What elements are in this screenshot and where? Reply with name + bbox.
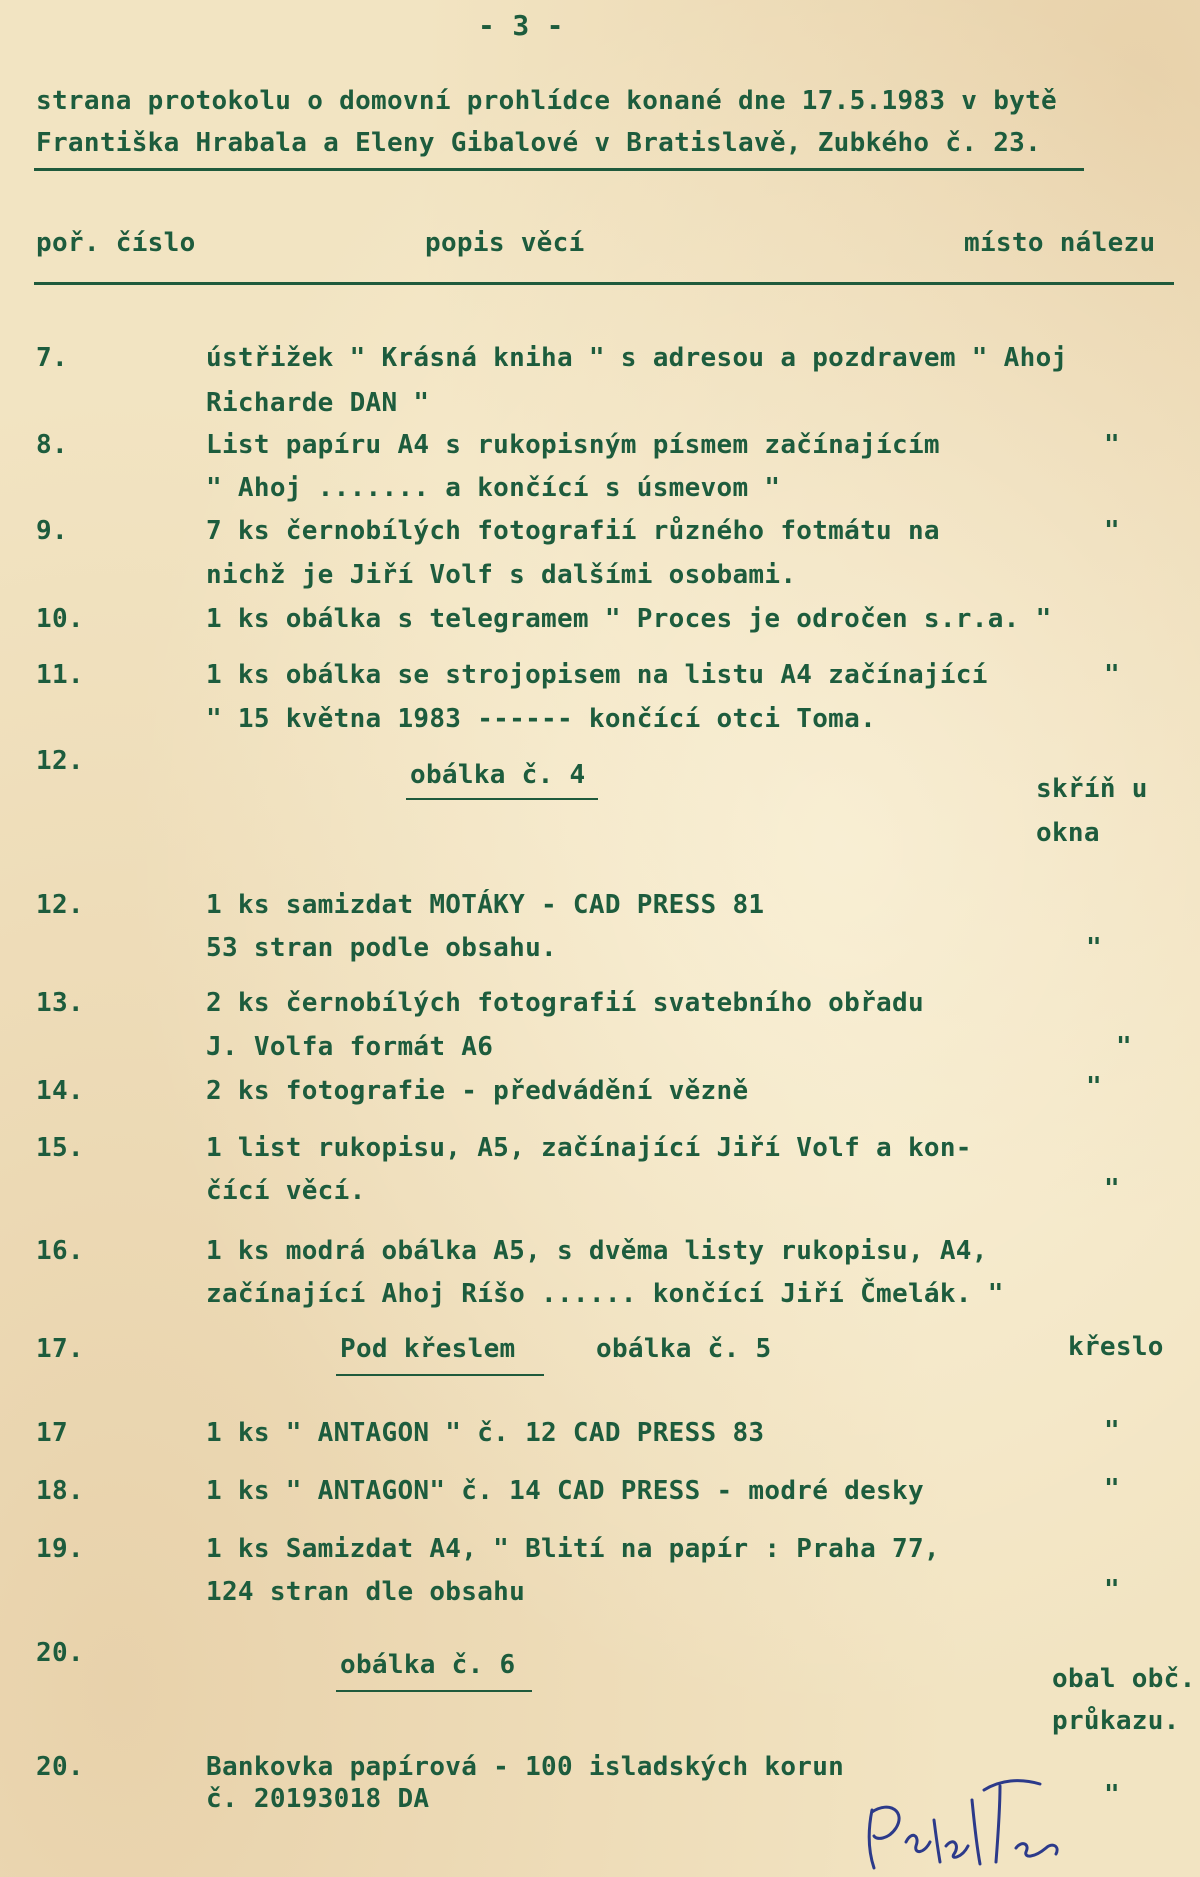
row-20-ditto: " [1104, 1780, 1120, 1810]
header-line-2: Františka Hrabala a Eleny Gibalové v Bratislavě, Zubkého č. 23. [36, 128, 1042, 158]
row-8-number: 8. [36, 430, 68, 460]
row-13-number: 13. [36, 988, 84, 1018]
row-17-number: 17 [36, 1418, 68, 1448]
row-17-line-1: 1 ks " ANTAGON " č. 12 CAD PRESS 83 [206, 1418, 765, 1448]
envelope-4-location-2: okna [1036, 818, 1100, 848]
row-8-ditto: " [1104, 430, 1120, 460]
column-description-header: popis věcí [425, 228, 585, 258]
row-10-line-1: 1 ks obálka s telegramem " Proces je odročen s.r.a. " [206, 604, 1052, 634]
row-20-line-1: Bankovka papírová - 100 isladských korun [206, 1752, 845, 1782]
envelope-5-location: křeslo [1068, 1332, 1164, 1362]
envelope-4-label: obálka č. 4 [410, 760, 586, 790]
envelope-4-number: 12. [36, 746, 84, 776]
row-9-number: 9. [36, 516, 68, 546]
handwritten-signature [850, 1750, 1080, 1877]
row-15-line-2: čící věcí. [206, 1176, 366, 1206]
row-7-number: 7. [36, 343, 68, 373]
row-12-number: 12. [36, 890, 84, 920]
row-18-ditto: " [1104, 1474, 1120, 1504]
row-15-ditto: " [1104, 1174, 1120, 1204]
envelope-5-underline [336, 1374, 544, 1376]
row-16-number: 16. [36, 1236, 84, 1266]
envelope-4-underline [406, 798, 598, 800]
row-8-line-1: List papíru A4 s rukopisným písmem začínajícím [206, 430, 940, 460]
row-12-line-2: 53 stran podle obsahu. [206, 933, 557, 963]
row-8-line-2: " Ahoj ....... a končící s úsmevom " [206, 473, 781, 503]
row-11-line-1: 1 ks obálka se strojopisem na listu A4 začínající [206, 660, 988, 690]
row-13-line-2: J. Volfa formát A6 [206, 1032, 494, 1062]
row-9-line-1: 7 ks černobílých fotografií různého fotmátu na [206, 516, 940, 546]
row-14-line-1: 2 ks fotografie - předvádění vězně [206, 1076, 749, 1106]
row-12-line-1: 1 ks samizdat MOTÁKY - CAD PRESS 81 [206, 890, 765, 920]
envelope-5-label: obálka č. 5 [596, 1334, 772, 1364]
row-19-line-1: 1 ks Samizdat A4, " Blití na papír : Praha 77, [206, 1534, 940, 1564]
row-7-line-2: Richarde DAN " [206, 388, 430, 418]
row-17-ditto: " [1104, 1416, 1120, 1446]
envelope-5-number: 17. [36, 1334, 84, 1364]
row-16-line-1: 1 ks modrá obálka A5, s dvěma listy rukopisu, A4, [206, 1236, 988, 1266]
row-20-line-2: č. 20193018 DA [206, 1784, 430, 1814]
row-13-line-1: 2 ks černobílých fotografií svatebního obřadu [206, 988, 924, 1018]
row-11-line-2: " 15 května 1983 ------ končící otci Toma. [206, 704, 877, 734]
header-line-1: strana protokolu o domovní prohlídce konané dne 17.5.1983 v bytě [36, 86, 1058, 116]
row-13-ditto: " [1116, 1032, 1132, 1062]
row-14-number: 14. [36, 1076, 84, 1106]
row-15-line-1: 1 list rukopisu, A5, začínající Jiří Volf a kon- [206, 1133, 972, 1163]
header-rule [34, 168, 1084, 171]
envelope-5-prefix: Pod křeslem [340, 1334, 516, 1364]
column-location-header: místo nálezu [964, 228, 1156, 258]
envelope-6-underline [336, 1690, 532, 1692]
row-12-ditto: " [1086, 933, 1102, 963]
envelope-6-location-1: obal obč. [1052, 1664, 1196, 1694]
row-18-number: 18. [36, 1476, 84, 1506]
row-9-ditto: " [1104, 516, 1120, 546]
page-number: - 3 - [478, 9, 564, 42]
envelope-6-location-2: průkazu. [1052, 1706, 1180, 1736]
row-16-line-2: začínající Ahoj Ríšo ...... končící Jiří Čmelák. " [206, 1279, 1004, 1309]
row-19-ditto: " [1104, 1575, 1120, 1605]
envelope-6-number: 20. [36, 1638, 84, 1668]
columns-rule [34, 282, 1174, 285]
row-11-number: 11. [36, 660, 84, 690]
row-10-number: 10. [36, 604, 84, 634]
row-19-number: 19. [36, 1534, 84, 1564]
row-14-ditto: " [1086, 1072, 1102, 1102]
row-11-ditto: " [1104, 660, 1120, 690]
row-19-line-2: 124 stran dle obsahu [206, 1577, 526, 1607]
row-9-line-2: nichž je Jiří Volf s dalšími osobami. [206, 560, 797, 590]
row-20-number: 20. [36, 1752, 84, 1782]
row-18-line-1: 1 ks " ANTAGON" č. 14 CAD PRESS - modré desky [206, 1476, 924, 1506]
envelope-6-label: obálka č. 6 [340, 1650, 516, 1680]
row-7-line-1: ústřižek " Krásná kniha " s adresou a pozdravem " Ahoj [206, 343, 1068, 373]
envelope-4-location-1: skříň u [1036, 774, 1148, 804]
row-15-number: 15. [36, 1133, 84, 1163]
column-number-header: poř. číslo [36, 228, 196, 258]
